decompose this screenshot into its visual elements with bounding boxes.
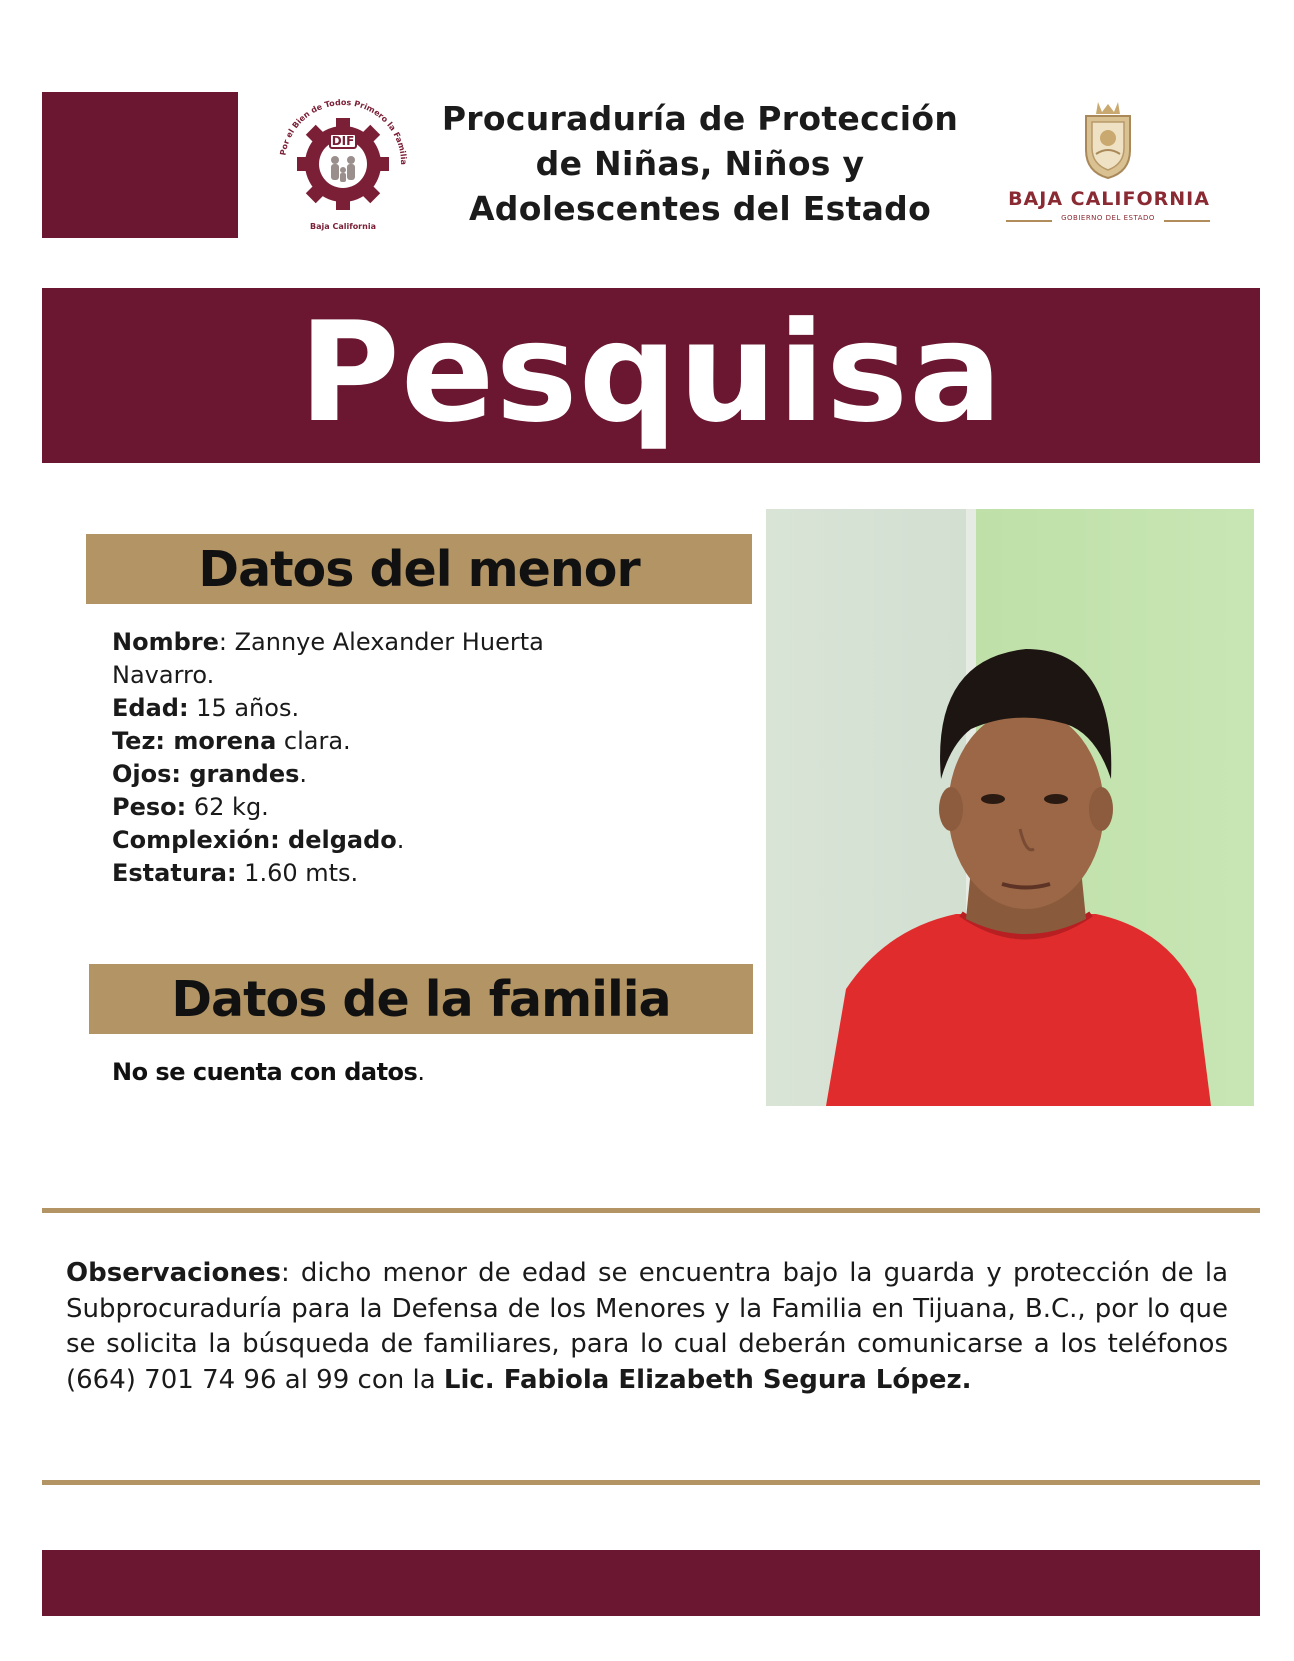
label-peso: Peso: xyxy=(112,793,187,821)
child-details xyxy=(112,626,632,890)
value-nombre: : Zannye Alexander Huerta Navarro. xyxy=(112,628,544,689)
detail-nombre xyxy=(112,626,632,692)
family-info-text: No se cuenta con datos xyxy=(112,1058,418,1086)
divider-bottom xyxy=(42,1480,1260,1485)
page-title: Pesquisa xyxy=(298,292,1004,453)
value-estatura: 1.60 mts. xyxy=(236,859,359,887)
dif-logo-bottom-text: Baja California xyxy=(310,222,376,231)
detail-peso xyxy=(112,791,632,824)
value-ojos: . xyxy=(299,760,308,788)
label-nombre: Nombre xyxy=(112,628,219,656)
section-heading-familia: Datos de la familia xyxy=(89,964,753,1034)
child-photo xyxy=(766,509,1254,1106)
value-tez: clara. xyxy=(276,727,351,755)
detail-tez xyxy=(112,725,632,758)
value-complexion: . xyxy=(396,826,405,854)
header-color-block xyxy=(42,92,238,238)
state-name: BAJA CALIFORNIA xyxy=(1008,188,1210,210)
observations-label: Observaciones xyxy=(66,1258,281,1288)
section-heading-menor: Datos del menor xyxy=(86,534,752,604)
footer-bar xyxy=(42,1550,1260,1616)
observations-text: : dicho menor de edad se encuentra bajo la guarda y protección de la Subprocuraduría para la Defensa de los Menores y la Familia en Tijuana, B.C., por lo que se solicita la búsqueda de familiares, para lo cual deberán comunicarse a los teléfonos (664) 701 74 96 al 99 con la xyxy=(66,1258,1228,1395)
state-rule-right xyxy=(1164,220,1210,222)
value-tez-bold: morena xyxy=(165,727,277,755)
label-ojos: Ojos: grandes xyxy=(112,760,300,788)
label-complexion: Complexión: delgado xyxy=(112,826,397,854)
dif-logo-ring-text: Por el Bien de Todos Primero la Familia xyxy=(278,97,409,165)
observations xyxy=(66,1256,1228,1398)
state-subtitle: GOBIERNO DEL ESTADO xyxy=(1061,214,1155,222)
dif-logo xyxy=(268,88,418,238)
detail-edad xyxy=(112,692,632,725)
divider-top xyxy=(42,1208,1260,1213)
detail-ojos xyxy=(112,758,632,791)
observations-contact: Lic. Fabiola Elizabeth Segura López. xyxy=(443,1364,972,1395)
label-tez: Tez: xyxy=(112,727,166,755)
agency-line-1: Procuraduría de Protección xyxy=(441,99,959,138)
agency-line-3: Adolescentes del Estado xyxy=(468,189,932,228)
state-rule-left xyxy=(1006,220,1052,222)
agency-name xyxy=(420,96,980,231)
dif-logo-center-text: DIF xyxy=(331,134,355,148)
detail-complexion xyxy=(112,824,632,857)
family-info-end: . xyxy=(417,1058,425,1086)
coat-of-arms-icon xyxy=(1078,98,1138,180)
detail-estatura xyxy=(112,857,632,890)
agency-line-2: de Niñas, Niños y xyxy=(535,144,865,183)
label-estatura: Estatura: xyxy=(112,859,237,887)
family-info xyxy=(112,1058,424,1086)
label-edad: Edad: xyxy=(112,694,189,722)
value-peso: 62 kg. xyxy=(186,793,269,821)
value-edad: 15 años. xyxy=(188,694,300,722)
